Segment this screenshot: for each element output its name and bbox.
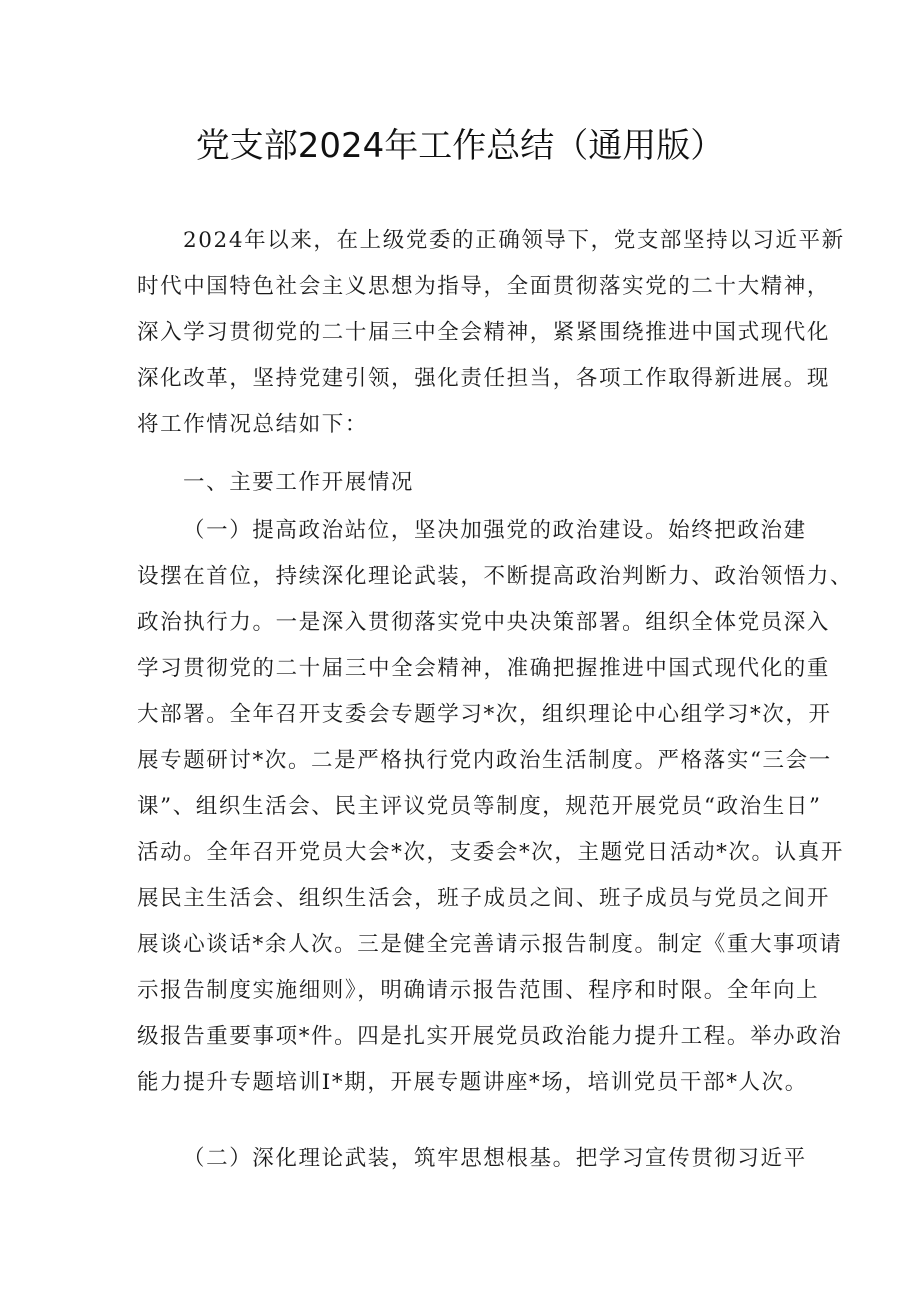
part1-line: 能力提升专题培训I*期，开展专题讲座*场，培训党员干部*人次。 xyxy=(137,1070,808,1095)
part2-paragraph xyxy=(137,1136,807,1182)
intro-line: 将工作情况总结如下： xyxy=(137,412,369,437)
part1-line: 设摆在首位，持续深化理论武装，不断提高政治判断力、政治领悟力、 xyxy=(137,564,854,589)
part1-line: 展谈心谈话*余人次。三是健全完善请示报告制度。制定《重大事项请 xyxy=(137,932,843,957)
intro-paragraph xyxy=(137,218,845,448)
intro-line: 深入学习贯彻党的二十届三中全会精神，紧紧围绕推进中国式现代化 xyxy=(137,320,831,345)
section-heading-block xyxy=(137,460,787,506)
part1-line: 展专题研讨*次。二是严格执行党内政治生活制度。严格落实“三会一 xyxy=(137,748,832,773)
intro-line: 2024年以来，在上级党委的正确领导下，党支部坚持以习近平新 xyxy=(183,228,845,253)
intro-line: 深化改革，坚持党建引领，强化责任担当，各项工作取得新进展。现 xyxy=(137,366,831,391)
part1-paragraph xyxy=(137,508,854,1106)
part1-line: 活动。全年召开党员大会*次，支委会*次，主题党日活动*次。认真开 xyxy=(137,840,844,865)
part1-line: 展民主生活会、组织生活会，班子成员之间、班子成员与党员之间开 xyxy=(137,886,831,911)
part1-line: 大部署。全年召开支委会专题学习*次，组织理论中心组学习*次，开 xyxy=(137,702,832,727)
part1-line: （一）提高政治站位，坚决加强党的政治建设。始终把政治建 xyxy=(183,518,807,543)
part1-line: 政治执行力。一是深入贯彻落实党中央决策部署。组织全体党员深入 xyxy=(137,610,831,635)
part1-line: 学习贯彻党的二十届三中全会精神，准确把握推进中国式现代化的重 xyxy=(137,656,831,681)
document-title: 党支部2024年工作总结（通用版） xyxy=(195,126,725,166)
part1-line: 课”、组织生活会、民主评议党员等制度，规范开展党员“政治生日” xyxy=(137,794,822,819)
intro-line: 时代中国特色社会主义思想为指导，全面贯彻落实党的二十大精神， xyxy=(137,274,831,299)
part1-line: 示报告制度实施细则》，明确请示报告范围、程序和时限。全年向上 xyxy=(137,978,820,1003)
part2-line: （二）深化理论武装，筑牢思想根基。把学习宣传贯彻习近平 xyxy=(183,1146,807,1171)
section-heading: 一、主要工作开展情况 xyxy=(183,470,415,495)
part1-line: 级报告重要事项*件。四是扎实开展党员政治能力提升工程。举办政治 xyxy=(137,1024,843,1049)
